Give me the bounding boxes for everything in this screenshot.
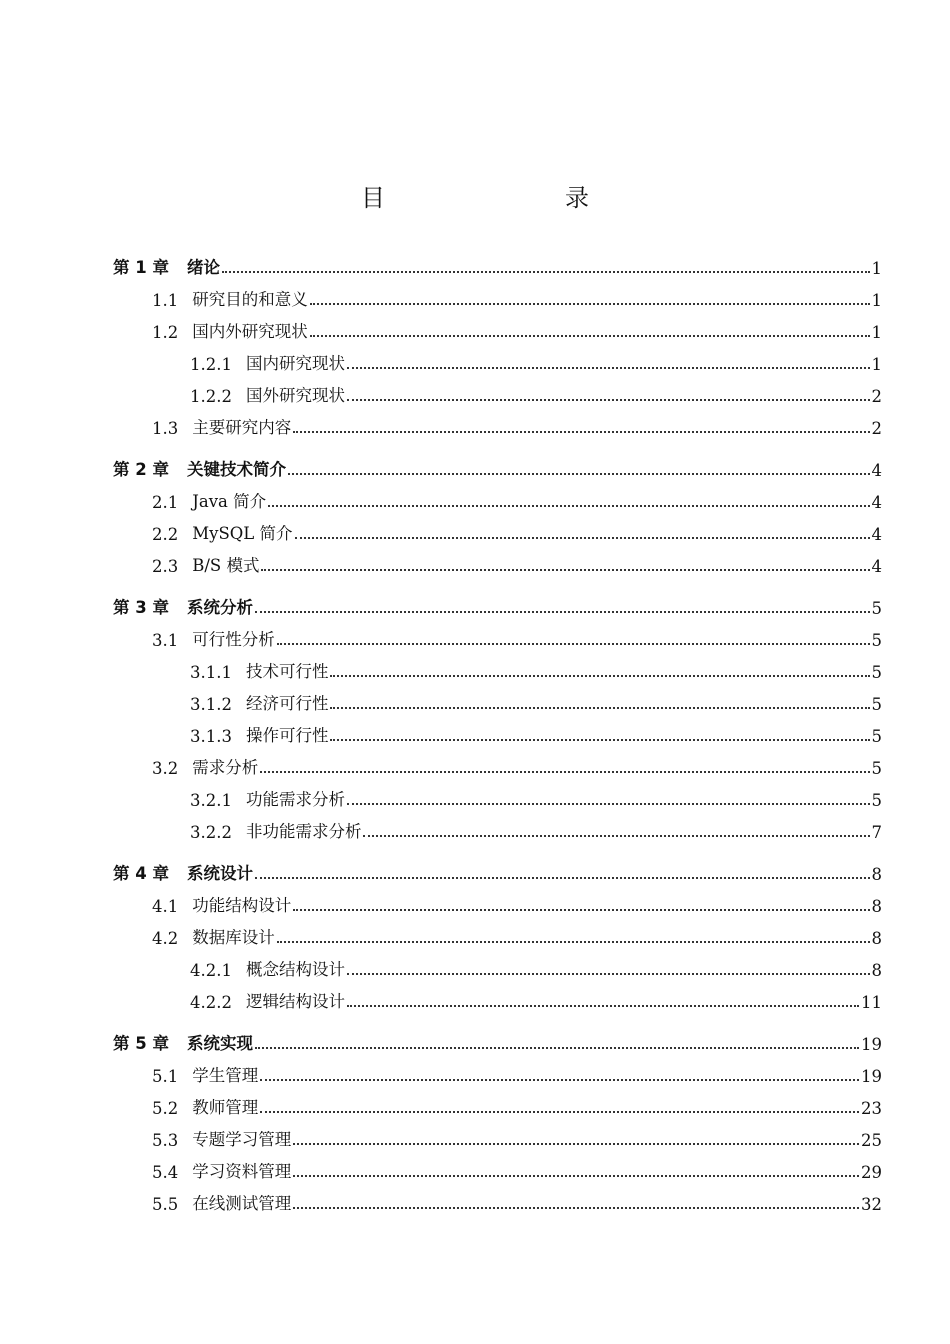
toc-entry-page-number: 8 [871, 961, 882, 980]
dot-leader [260, 1078, 859, 1081]
toc-entry-label: 国内研究现状 [245, 354, 345, 373]
toc-section-entry[interactable] [0, 1150, 950, 1182]
toc-entry-page-number: 19 [861, 1067, 882, 1086]
dot-leader [347, 366, 870, 369]
toc-section-entry[interactable] [0, 810, 950, 842]
dot-leader [295, 536, 870, 539]
toc-entry-label: 专题学习管理 [192, 1130, 292, 1149]
toc-entry-number: 5.2 [152, 1099, 179, 1118]
toc-chapter-entry[interactable] [0, 850, 950, 884]
toc-entry-page-number: 2 [871, 387, 882, 406]
toc-section-entry[interactable] [0, 1086, 950, 1118]
dot-leader [310, 302, 870, 305]
toc-entry-number: 4.1 [152, 897, 179, 916]
toc-entry-label: 主要研究内容 [192, 418, 292, 437]
toc-entry-number: 第 1 章 [113, 258, 169, 277]
toc-chapter-entry[interactable] [0, 1020, 950, 1054]
toc-entry-number: 1.2 [152, 323, 179, 342]
toc-entry-page-number: 4 [871, 493, 882, 512]
toc-entry-label: 国外研究现状 [245, 386, 345, 405]
dot-leader [330, 706, 869, 709]
dot-leader [293, 1142, 859, 1145]
toc-entry-label: 功能需求分析 [245, 790, 345, 809]
toc-entry-label: 经济可行性 [245, 694, 329, 713]
toc-entry-label: 概念结构设计 [245, 960, 345, 979]
toc-entry-page-number: 7 [871, 823, 882, 842]
toc-entry-number: 3.1.2 [190, 695, 232, 714]
dot-leader [288, 472, 870, 475]
toc-section-entry[interactable] [0, 714, 950, 746]
toc-entry-page-number: 8 [871, 865, 882, 884]
dot-leader [347, 1004, 859, 1007]
toc-entry-label: 在线测试管理 [192, 1194, 292, 1213]
toc-entry-page-number: 2 [871, 419, 882, 438]
toc-section-entry[interactable] [0, 1182, 950, 1214]
table-of-contents [0, 244, 950, 1214]
dot-leader [255, 610, 870, 613]
toc-section-entry[interactable] [0, 618, 950, 650]
toc-entry-page-number: 4 [871, 525, 882, 544]
dot-leader [268, 504, 869, 507]
toc-entry-number: 3.1 [152, 631, 179, 650]
toc-entry-number: 第 2 章 [113, 460, 169, 479]
toc-entry-label: MySQL 简介 [192, 524, 293, 543]
toc-section-entry[interactable] [0, 544, 950, 576]
toc-section-entry[interactable] [0, 778, 950, 810]
toc-entry-label: B/S 模式 [192, 556, 260, 575]
toc-section-entry[interactable] [0, 980, 950, 1012]
toc-entry-label: 系统设计 [186, 864, 253, 883]
toc-entry-label: Java 简介 [192, 492, 267, 511]
toc-entry-page-number: 8 [871, 929, 882, 948]
dot-leader [260, 1110, 859, 1113]
toc-chapter-entry[interactable] [0, 244, 950, 278]
toc-entry-label: 研究目的和意义 [192, 290, 308, 309]
toc-entry-number: 5.1 [152, 1067, 179, 1086]
toc-entry-label: 数据库设计 [192, 928, 275, 947]
toc-section-entry[interactable] [0, 948, 950, 980]
toc-section-entry[interactable] [0, 682, 950, 714]
dot-leader [255, 876, 870, 879]
dot-leader [255, 1046, 859, 1049]
toc-entry-label: 操作可行性 [245, 726, 329, 745]
toc-section-entry[interactable] [0, 916, 950, 948]
toc-entry-page-number: 5 [871, 631, 882, 650]
toc-entry-page-number: 5 [871, 663, 882, 682]
toc-entry-page-number: 8 [871, 897, 882, 916]
toc-entry-label: 系统实现 [186, 1034, 253, 1053]
toc-entry-label: 系统分析 [186, 598, 253, 617]
toc-section-entry[interactable] [0, 278, 950, 310]
toc-entry-page-number: 19 [861, 1035, 882, 1054]
toc-entry-page-number: 1 [871, 291, 882, 310]
dot-leader [293, 1174, 859, 1177]
dot-leader [293, 430, 869, 433]
toc-entry-page-number: 11 [861, 993, 882, 1012]
toc-section-entry[interactable] [0, 374, 950, 406]
toc-entry-label: 逻辑结构设计 [245, 992, 345, 1011]
toc-entry-label: 可行性分析 [192, 630, 275, 649]
toc-entry-page-number: 32 [861, 1195, 882, 1214]
toc-entry-number: 5.4 [152, 1163, 179, 1182]
toc-entry-label: 非功能需求分析 [245, 822, 362, 841]
toc-section-entry[interactable] [0, 1118, 950, 1150]
dot-leader [293, 908, 869, 911]
toc-entry-page-number: 29 [861, 1163, 882, 1182]
toc-section-entry[interactable] [0, 746, 950, 778]
toc-entry-page-number: 5 [871, 695, 882, 714]
toc-entry-number: 3.1.1 [190, 663, 232, 682]
dot-leader [277, 940, 870, 943]
dot-leader [293, 1206, 859, 1209]
toc-entry-page-number: 4 [871, 557, 882, 576]
toc-entry-label: 学生管理 [192, 1066, 259, 1085]
toc-entry-page-number: 1 [871, 355, 882, 374]
toc-section-entry[interactable] [0, 884, 950, 916]
dot-leader [260, 770, 869, 773]
toc-entry-number: 2.1 [152, 493, 179, 512]
toc-entry-number: 3.1.3 [190, 727, 232, 746]
toc-entry-page-number: 5 [871, 759, 882, 778]
dot-leader [347, 972, 870, 975]
toc-chapter-entry[interactable] [0, 446, 950, 480]
page-title: 目 录 [361, 184, 633, 212]
dot-leader [310, 334, 870, 337]
dot-leader [330, 674, 869, 677]
toc-entry-number: 5.3 [152, 1131, 179, 1150]
toc-entry-label: 功能结构设计 [192, 896, 292, 915]
toc-entry-label: 技术可行性 [245, 662, 329, 681]
toc-section-entry[interactable] [0, 1054, 950, 1086]
toc-entry-number: 1.3 [152, 419, 179, 438]
toc-entry-number: 1.2.2 [190, 387, 232, 406]
dot-leader [347, 802, 870, 805]
toc-entry-number: 1.2.1 [190, 355, 232, 374]
toc-entry-number: 4.2.1 [190, 961, 232, 980]
toc-section-entry[interactable] [0, 650, 950, 682]
toc-entry-page-number: 23 [861, 1099, 882, 1118]
toc-section-entry[interactable] [0, 406, 950, 438]
toc-entry-number: 3.2.1 [190, 791, 232, 810]
toc-entry-label: 国内外研究现状 [192, 322, 308, 341]
toc-entry-label: 学习资料管理 [192, 1162, 292, 1181]
toc-section-entry[interactable] [0, 512, 950, 544]
toc-entry-number: 第 4 章 [113, 864, 169, 883]
dot-leader [363, 834, 869, 837]
toc-entry-page-number: 25 [861, 1131, 882, 1150]
toc-entry-label: 绪论 [186, 258, 220, 277]
dot-leader [261, 568, 869, 571]
toc-entry-number: 4.2.2 [190, 993, 232, 1012]
toc-entry-page-number: 5 [871, 791, 882, 810]
toc-entry-page-number: 5 [871, 727, 882, 746]
toc-entry-page-number: 4 [871, 461, 882, 480]
toc-entry-label: 需求分析 [192, 758, 259, 777]
toc-section-entry[interactable] [0, 310, 950, 342]
dot-leader [347, 398, 870, 401]
toc-entry-page-number: 1 [871, 259, 882, 278]
toc-entry-number: 2.2 [152, 525, 179, 544]
dot-leader [277, 642, 870, 645]
toc-entry-number: 1.1 [152, 291, 179, 310]
toc-section-entry[interactable] [0, 342, 950, 374]
toc-entry-number: 第 3 章 [113, 598, 169, 617]
toc-section-entry[interactable] [0, 480, 950, 512]
toc-chapter-entry[interactable] [0, 584, 950, 618]
toc-entry-number: 4.2 [152, 929, 179, 948]
toc-entry-number: 2.3 [152, 557, 179, 576]
dot-leader [222, 270, 870, 273]
toc-entry-label: 教师管理 [192, 1098, 259, 1117]
toc-entry-page-number: 5 [871, 599, 882, 618]
dot-leader [330, 738, 869, 741]
toc-entry-number: 3.2 [152, 759, 179, 778]
toc-entry-label: 关键技术简介 [186, 460, 286, 479]
toc-entry-number: 3.2.2 [190, 823, 232, 842]
toc-entry-number: 5.5 [152, 1195, 179, 1214]
toc-entry-number: 第 5 章 [113, 1034, 169, 1053]
toc-entry-page-number: 1 [871, 323, 882, 342]
